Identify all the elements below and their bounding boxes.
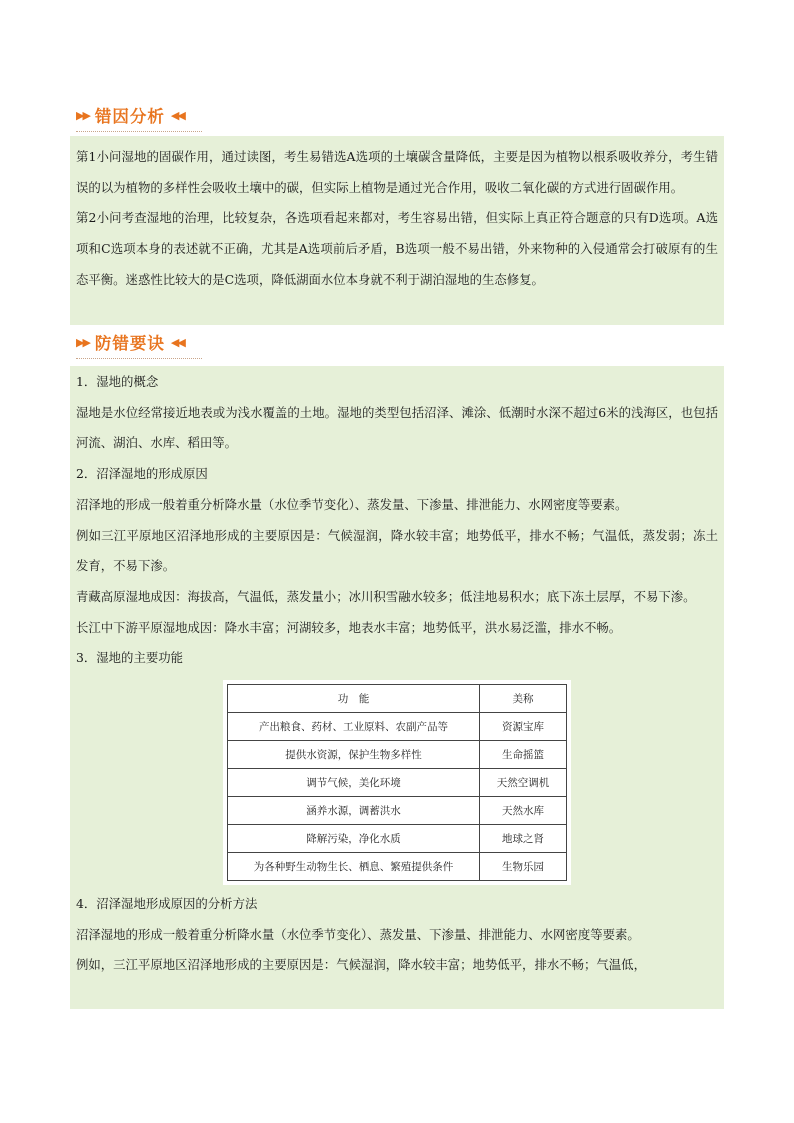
table-cell: 生物乐园 (480, 853, 567, 881)
section-heading-error-analysis (76, 103, 184, 127)
item-title: 4．沼泽湿地形成原因的分析方法 (76, 896, 258, 912)
table-header-cell: 功 能 (228, 685, 480, 713)
wetland-functions-table (223, 680, 571, 885)
table-header-row (228, 685, 567, 713)
double-triangle-left-icon: ◀◀ (170, 335, 184, 349)
dotted-underline (76, 131, 202, 132)
section-heading-prevention-tips (76, 330, 184, 354)
item-title: 3．湿地的主要功能 (76, 650, 184, 666)
table-row (228, 797, 567, 825)
table-cell: 天然水库 (480, 797, 567, 825)
table-cell: 涵养水源，调蓄洪水 (228, 797, 480, 825)
analysis-paragraph: 第2小问考查湿地的治理，比较复杂，各选项看起来都对，考生容易出错，但实际上真正符合题意的只有D选项。A选项和C选项本身的表述就不正确，尤其是A选项前后矛盾，B选项一般不易出错，外来物种的入侵通常会打破原有的生态平衡。迷惑性比较大的是C选项，降低湖面水位本身就不利于湖泊湿地的生态修复。 (76, 210, 718, 287)
item-text: 沼泽地的形成一般着重分析降水量（水位季节变化）、蒸发量、下渗量、排泄能力、水网密度等要素。 (76, 496, 628, 512)
section-title: 错因分析 (94, 107, 165, 126)
table-cell: 降解污染，净化水质 (228, 825, 480, 853)
table-row (228, 769, 567, 797)
analysis-paragraph: 第1小问湿地的固碳作用，通过读图，考生易错选A选项的土壤碳含量降低，主要是因为植物以根系吸收养分，考生错误的以为植物的多样性会吸收土壤中的碳，但实际上植物是通过光合作用，吸收二氧化碳的方式进行固碳作用。 (76, 149, 718, 195)
table-cell: 调节气候，美化环境 (228, 769, 480, 797)
dotted-underline (76, 358, 202, 359)
table-cell: 地球之肾 (480, 825, 567, 853)
section-title: 防错要诀 (94, 334, 165, 353)
table-row (228, 825, 567, 853)
table-row (228, 713, 567, 741)
prevention-tips-panel (70, 366, 724, 1009)
item-text: 湿地是水位经常接近地表或为浅水覆盖的土地。湿地的类型包括沼泽、滩涂、低潮时水深不超过6米的浅海区，也包括河流、湖泊、水库、稻田等。 (76, 404, 718, 451)
table-header-cell: 美称 (480, 685, 567, 713)
item-text: 青藏高原湿地成因：海拔高，气温低，蒸发量小；冰川积雪融水较多；低洼地易积水；底下冻土层厚，不易下渗。 (76, 588, 696, 604)
table-cell: 资源宝库 (480, 713, 567, 741)
double-triangle-left-icon: ◀◀ (170, 108, 184, 122)
table-cell: 天然空调机 (480, 769, 567, 797)
item-text: 例如三江平原地区沼泽地形成的主要原因是：气候湿润，降水较丰富；地势低平，排水不畅；气温低，蒸发弱；冻土发育，不易下渗。 (76, 527, 718, 574)
item-title: 2．沼泽湿地的形成原因 (76, 466, 208, 482)
table-cell: 为各种野生动物生长、栖息、繁殖提供条件 (228, 853, 480, 881)
double-triangle-right-icon: ▶▶ (76, 108, 89, 122)
double-triangle-right-icon: ▶▶ (76, 335, 89, 349)
table-cell: 提供水资源，保护生物多样性 (228, 741, 480, 769)
item-text: 长江中下游平原湿地成因：降水丰富；河湖较多，地表水丰富；地势低平，洪水易泛滥，排水不畅。 (76, 619, 622, 635)
table-cell: 生命摇篮 (480, 741, 567, 769)
item-text: 例如，三江平原地区沼泽地形成的主要原因是：气候湿润，降水较丰富；地势低平，排水不畅；气温低， (76, 957, 646, 973)
table-cell: 产出粮食、药材、工业原料、农副产品等 (228, 713, 480, 741)
table-row (228, 741, 567, 769)
item-title: 1．湿地的概念 (76, 374, 159, 389)
table-row (228, 853, 567, 881)
item-text: 沼泽湿地的形成一般着重分析降水量（水位季节变化）、蒸发量、下渗量、排泄能力、水网密度等要素。 (76, 926, 640, 942)
error-analysis-panel (70, 136, 724, 325)
